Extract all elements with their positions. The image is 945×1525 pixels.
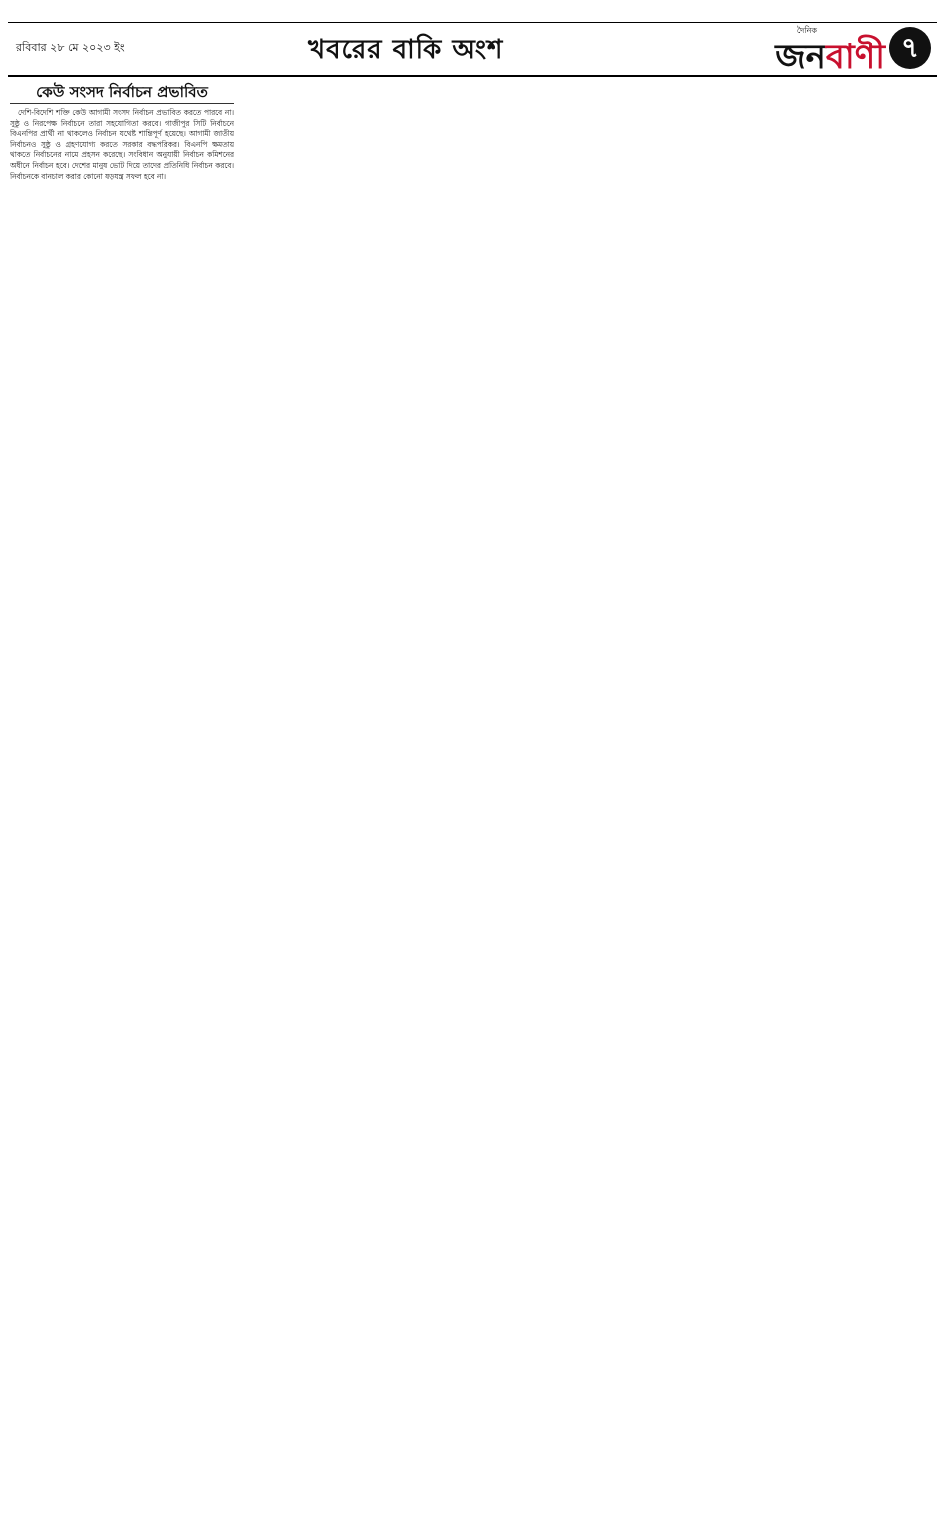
logo-part-b: বাণী bbox=[825, 37, 885, 77]
section-title: খবরের বাকি অংশ bbox=[308, 35, 504, 65]
masthead bbox=[8, 22, 937, 77]
newspaper-logo bbox=[775, 31, 885, 88]
story-headline: কেউ সংসদ নির্বাচন প্রভাবিত bbox=[10, 81, 234, 104]
logo-prefix: দৈনিক bbox=[796, 26, 817, 35]
issue-date: রবিবার ২৮ মে ২০২৩ ইং bbox=[16, 41, 125, 54]
column-1 bbox=[10, 78, 234, 1518]
story-body: দেশি-বিদেশি শক্তি কেউ আগামী সংসদ নির্বাচন প্রভাবিত করতে পারবে না। সুষ্ঠু ও নিরপেক্ষ নির্বাচনে তারা সহযোগিতা করবে। গাজীপুর সিটি নির্বাচনে বিএনপির প্রার্থী না থাকলেও নির্বাচন যথেষ্ট শান্তিপূর্ণ হয়েছে। আগামী জাতীয় নির্বাচনও সুষ্ঠু ও গ্রহণযোগ্য করতে সরকার বদ্ধপরিকর। বিএনপি ক্ষমতায় থাকতে নির্বাচনের নামে প্রহসন করেছে। সংবিধান অনুযায়ী নির্বাচন কমিশনের অধীনে নির্বাচন হবে। দেশের মানুষ ভোট দিয়ে তাদের প্রতিনিধি নির্বাচন করবে। নির্বাচনকে বানচাল করার কোনো ষড়যন্ত্র সফল হবে না। bbox=[10, 108, 234, 181]
logo-part-a: জন bbox=[775, 37, 826, 77]
page-number: ৭ bbox=[889, 27, 931, 69]
news-story bbox=[10, 81, 234, 182]
